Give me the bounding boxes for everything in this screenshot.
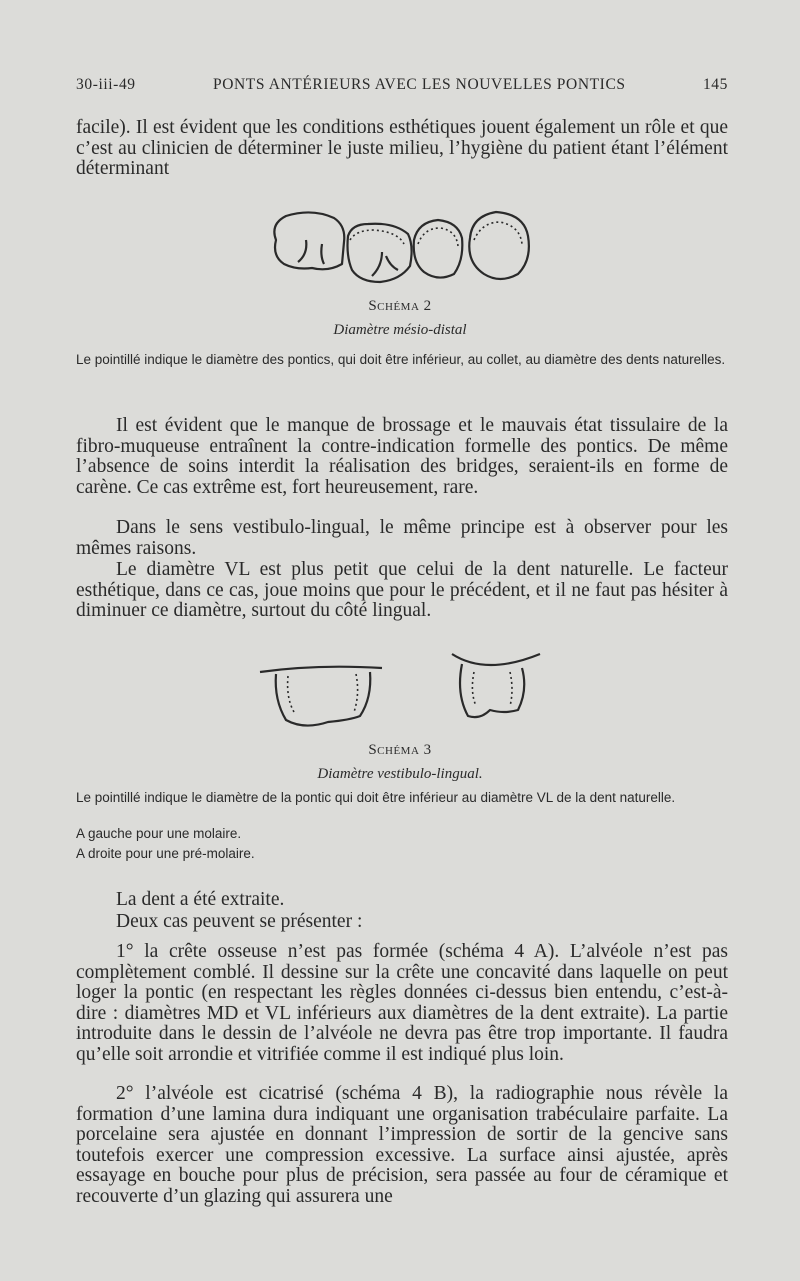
paragraph-deux-cas: Deux cas peuvent se présenter : bbox=[116, 911, 363, 932]
schema-2-title: Schéma 2 bbox=[368, 298, 432, 314]
page-number: 145 bbox=[702, 76, 728, 93]
paragraph-extraite: La dent a été extraite. bbox=[116, 889, 285, 910]
header-date: 30-iii-49 bbox=[76, 76, 136, 93]
paragraph-case-2: 2° l’alvéole est cicatrisé (schéma 4 B), la radiographie nous révèle la formation d’une lamina dura indiquant une organisation trabéculaire parfaite. La porcelaine sera ajustée en donnant l’impression de sortir de la gencive sans toutefois exercer une compression excessive. La surface ainsi ajustée, après essayage en bouche pour plus de précision, sera passée au four de céramique et recouverte d’un glazing qui assurera une bbox=[76, 1083, 728, 1207]
schema-3-note: Le pointillé indique le diamètre de la pontic qui doit être inférieur au diamètre VL de la dent naturelle. bbox=[76, 790, 676, 805]
schema-3-title: Schéma 3 bbox=[368, 742, 432, 758]
paragraph-continued: facile). Il est évident que les conditions esthétiques jouent également un rôle et que c’est au clinicien de déterminer le juste milieu, l’hygiène du patient étant l’élément déterminant bbox=[76, 117, 728, 179]
schema-3-note-left: A gauche pour une molaire. bbox=[76, 826, 242, 841]
paragraph-diametre-vl: Le diamètre VL est plus petit que celui de la dent naturelle. Le facteur esthétique, dans ce cas, joue moins que pour le précédent, et il ne faut pas hésiter à diminuer ce diamètre, surtout du côté lingual. bbox=[76, 559, 728, 621]
schema-2-drawing bbox=[262, 204, 538, 296]
schema-2-note: Le pointillé indique le diamètre des pontics, qui doit être inférieur, au collet, au diamètre des dents naturelles. bbox=[76, 352, 726, 367]
schema-3-note-right: A droite pour une pré-molaire. bbox=[76, 846, 255, 861]
paragraph-vestibulo-lingual: Dans le sens vestibulo-lingual, le même principe est à observer pour les mêmes raisons. bbox=[76, 517, 728, 559]
header-title: PONTS ANTÉRIEURS AVEC LES NOUVELLES PONTICS bbox=[212, 76, 626, 93]
schema-2-subtitle: Diamètre mésio-distal bbox=[333, 322, 467, 338]
schema-3-drawing bbox=[256, 650, 546, 736]
paragraph-brossage: Il est évident que le manque de brossage et le mauvais état tissulaire de la fibro-muqueuse entraînent la contre-indication formelle des pontics. De même l’absence de soins interdit la réalisation des bridges, seraient-ils en forme de carène. Ce cas extrême est, fort heureusement, rare. bbox=[76, 415, 728, 498]
schema-3-subtitle: Diamètre vestibulo-lingual. bbox=[317, 766, 483, 782]
running-header bbox=[76, 76, 728, 94]
paragraph-case-1: 1° la crête osseuse n’est pas formée (schéma 4 A). L’alvéole n’est pas complètement comblé. Il dessine sur la crête une concavité dans laquelle on peut loger la pontic (en respectant les règles données ci-dessus bien entendu, c’est-à-dire : diamètres MD et VL inférieurs aux diamètres de la dent extraite). La partie introduite dans le dessin de l’alvéole ne devra pas être trop importante. Il faudra qu’elle soit arrondie et vitrifiée comme il est indiqué plus loin. bbox=[76, 941, 728, 1065]
